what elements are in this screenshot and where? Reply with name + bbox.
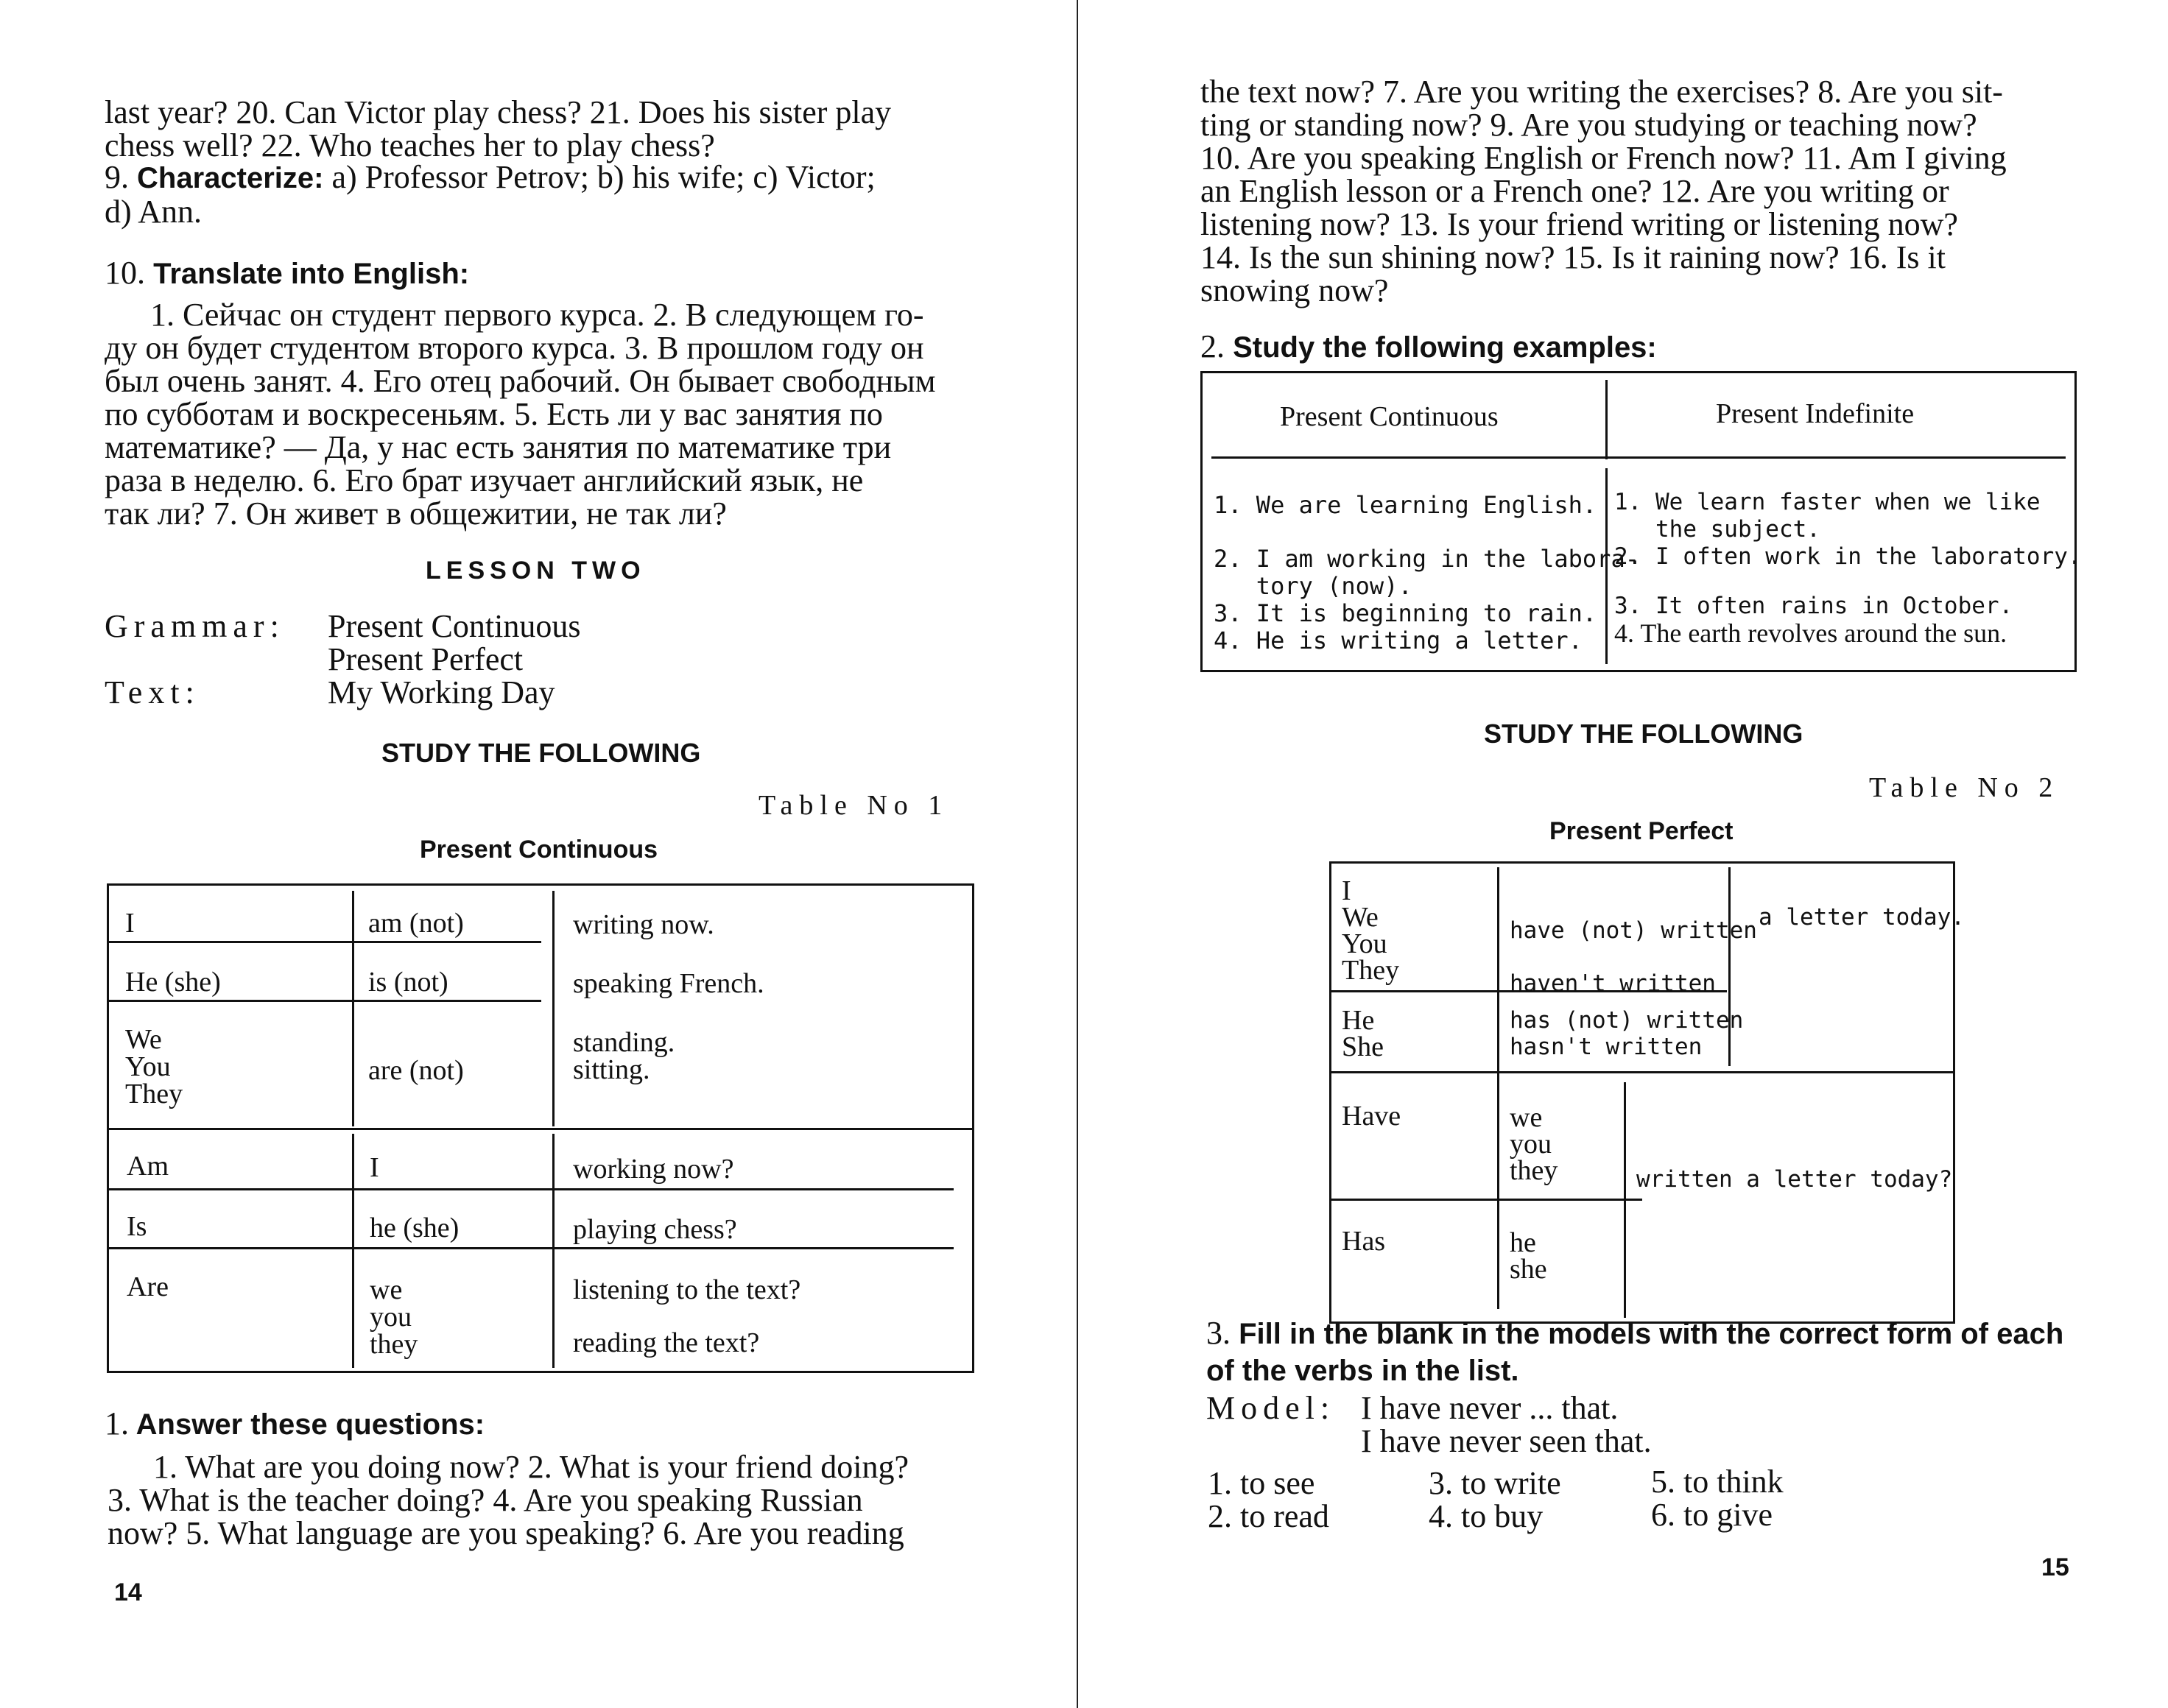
cell-line: 4. He is writing a letter. (1214, 627, 1583, 654)
table-number: Table No 1 (759, 790, 949, 821)
exercise-label: Answer these questions: (136, 1408, 485, 1441)
text-line: last year? 20. Can Victor play chess? 21. Does his sister play (105, 94, 892, 130)
page-number: 15 (2041, 1553, 2069, 1581)
cell-line: we (1510, 1102, 1543, 1133)
exercise-9 (105, 160, 974, 228)
cell-line: he (1510, 1227, 1536, 1258)
text-line: 1. Сейчас он студент первого курса. 2. В следующем го- (150, 297, 924, 333)
grammar-item: Present Continuous (328, 608, 581, 644)
exercise-2-heading (1200, 328, 1657, 365)
exercise-1-continued (1200, 75, 2077, 307)
table-cell: playing chess? (573, 1214, 737, 1245)
exercise-number: 9. (105, 159, 129, 195)
table-border (352, 1134, 354, 1368)
exercise-label: Characterize: (137, 162, 324, 194)
table-border (552, 891, 555, 1126)
model-label: Model: (1206, 1390, 1336, 1426)
exercise-10-text-cont (105, 331, 974, 530)
text-line: 14. Is the sun shining now? 15. Is it raining now? 16. Is it (1200, 239, 1946, 275)
table-cell: Are (127, 1271, 169, 1302)
lesson-title: LESSON TWO (426, 557, 646, 585)
cell-line: you (370, 1302, 412, 1333)
cell-line: They (125, 1079, 183, 1109)
text-line: listening now? 13. Is your friend writing or listening now? (1200, 206, 1958, 242)
table-border (1211, 456, 2066, 459)
cell-line: You (1342, 928, 1387, 959)
text-line: раза в неделю. 6. Его брат изучает английский язык, не (105, 462, 864, 498)
book-spine (1077, 0, 1078, 1708)
table-cell: writing now. (573, 909, 714, 940)
table-cell: He (she) (125, 967, 221, 998)
verb-item: 6. to give (1651, 1497, 1773, 1533)
table-cell: Am (127, 1151, 169, 1182)
table-cell (1510, 1227, 1547, 1285)
cell-line: she (1510, 1254, 1547, 1285)
exercise-1-text-cont (108, 1483, 974, 1550)
text-line: математике? — Да, у нас есть занятия по математике три (105, 429, 892, 465)
table-cell: Has (1342, 1226, 1386, 1257)
table-border (972, 883, 974, 1373)
intro-text (105, 96, 974, 162)
table-cell (370, 1274, 418, 1360)
table-cell: a letter today. (1759, 904, 1965, 931)
table-border (107, 1128, 974, 1130)
text-line: по субботам и воскресеньям. 5. Есть ли у вас занятия по (105, 396, 883, 432)
table-cell (125, 1026, 183, 1108)
grammar-item: Present Perfect (328, 641, 524, 677)
table-cell: I (125, 908, 135, 939)
model-line: I have never seen that. (1361, 1423, 1652, 1459)
cell-line: We (125, 1024, 162, 1055)
text-line: так ли? 7. Он живет в общежитии, не так ли? (105, 495, 727, 532)
cell-line: We (1342, 902, 1379, 933)
exercise-number: 3. (1206, 1315, 1231, 1351)
table-border (1200, 371, 1203, 672)
table-border (1329, 1071, 1955, 1073)
cell-line: 1. We are learning English. (1214, 491, 1597, 519)
verb-item: 1. to see (1208, 1465, 1315, 1501)
study-heading: STUDY THE FOLLOWING (381, 738, 701, 768)
table-cell (1342, 875, 1400, 986)
table-border (1497, 867, 1499, 1309)
table-number: Table No 2 (1869, 772, 2060, 803)
text-line: 1. What are you doing now? 2. What is your friend doing? (153, 1449, 909, 1485)
cell-line: 4. The earth revolves around the sun. (1614, 618, 2007, 648)
table-title: Present Perfect (1549, 817, 1734, 845)
text-label: Text: (105, 674, 200, 710)
table-border (1200, 371, 2077, 373)
exercise-label: Fill in the blank in the models with the correct form of each (1239, 1318, 2064, 1350)
table-cell: Is (127, 1211, 147, 1242)
cell-line: they (370, 1329, 418, 1360)
table-border (1329, 861, 1331, 1324)
cell-line: hasn't written (1510, 1034, 1703, 1060)
exercise-label: of the verbs in the list. (1206, 1355, 1519, 1387)
verb-item: 3. to write (1429, 1465, 1561, 1501)
table-cell (1510, 904, 1757, 1010)
table-cell: he (she) (370, 1213, 460, 1243)
exercise-1-heading (105, 1405, 485, 1442)
cell-line: 2. I am working in the labora- (1214, 545, 1639, 573)
table-cell (1510, 1104, 1558, 1184)
table-border (352, 891, 354, 1126)
left-page (0, 0, 1075, 1708)
table-cell: are (not) (368, 1055, 464, 1086)
table-border (107, 941, 541, 943)
table-border (1329, 861, 1955, 864)
table-cell (1214, 492, 1639, 654)
text-line: an English lesson or a French one? 12. Are you writing or (1200, 173, 1949, 209)
table-border (107, 1247, 954, 1249)
verb-item: 2. to read (1208, 1498, 1329, 1534)
model-line: I have never ... that. (1361, 1390, 1619, 1426)
cell-line: 2. I often work in the laboratory. (1614, 543, 2082, 570)
cell-line: He (1342, 1005, 1375, 1036)
verb-item: 4. to buy (1429, 1498, 1544, 1534)
text-line: d) Ann. (105, 194, 202, 230)
cell-line: they (1510, 1155, 1558, 1186)
cell-line: They (1342, 955, 1400, 986)
table-border (107, 1371, 974, 1373)
text-line: ting or standing now? 9. Are you studying or teaching now? (1200, 107, 1977, 143)
table-border (552, 1134, 555, 1368)
verb-item: 5. to think (1651, 1464, 1784, 1500)
text-line: now? 5. What language are you speaking? 6. Are you reading (108, 1515, 904, 1551)
cell-line: has (not) written (1510, 1007, 1744, 1034)
text-line: был очень занят. 4. Его отец рабочий. Он бывает свободным (105, 363, 936, 399)
cell-line: you (1510, 1129, 1552, 1160)
table-border (107, 883, 974, 886)
cell-line: 3. It is beginning to rain. (1214, 599, 1597, 627)
exercise-10-heading (105, 254, 469, 292)
text-line: the text now? 7. Are you writing the exercises? 8. Are you sit- (1200, 74, 2003, 110)
verb-list (1208, 1464, 2018, 1540)
table-border (1200, 670, 2077, 672)
table-border (1329, 1199, 1642, 1201)
cell-line: 3. It often rains in October. (1614, 593, 2013, 619)
text-line: ду он будет студентом второго курса. 3. В прошлом году он (105, 330, 924, 366)
table-cell: listening to the text? (573, 1274, 801, 1305)
text-line: 10. Are you speaking English or French now? 11. Am I giving (1200, 140, 2007, 176)
table-cell: Have (1342, 1101, 1401, 1132)
table-cell (573, 1029, 675, 1084)
table-cell: is (not) (368, 967, 448, 998)
table-cell (1342, 1007, 1384, 1060)
page-number: 14 (114, 1578, 142, 1606)
table-cell: speaking French. (573, 968, 764, 999)
table-cell: I (370, 1152, 379, 1183)
table-cell: working now? (573, 1154, 734, 1185)
exercise-label: Study the following examples: (1233, 331, 1657, 364)
cell-line: tory (now). (1214, 572, 1412, 600)
cell-line: we (370, 1274, 403, 1305)
cell-line: You (125, 1051, 171, 1082)
cell-line: standing. (573, 1027, 675, 1058)
table-cell: am (not) (368, 908, 464, 939)
table-border (107, 883, 109, 1373)
right-page (1083, 0, 2168, 1708)
exercise-label: Translate into English: (153, 258, 470, 290)
cell-line: 1. We learn faster when we like (1614, 489, 2041, 515)
exercise-3-heading (1206, 1315, 2090, 1389)
text-line: chess well? 22. Who teaches her to play chess? (105, 127, 715, 163)
exercise-number: 10. (105, 255, 145, 291)
text-line: snowing now? (1200, 272, 1389, 308)
table-cell (1510, 1007, 1743, 1060)
cell-line: She (1342, 1031, 1384, 1062)
table-cell: written a letter today? (1636, 1166, 1953, 1193)
column-header: Present Continuous (1280, 401, 1499, 432)
table-cell: reading the text? (573, 1327, 760, 1358)
table-border (107, 1000, 541, 1002)
column-header: Present Indefinite (1716, 398, 1915, 429)
text-title: My Working Day (328, 674, 555, 710)
cell-line: I (1342, 875, 1351, 906)
exercise-number: 1. (105, 1405, 129, 1441)
grammar-label: Grammar: (105, 608, 285, 644)
cell-line: haven't written (1510, 970, 1716, 997)
exercise-1-text (108, 1450, 974, 1483)
text-line: 3. What is the teacher doing? 4. Are you speaking Russian (108, 1482, 863, 1518)
table-title: Present Continuous (420, 836, 658, 864)
table-cell (1614, 489, 2082, 647)
table-border (107, 1188, 954, 1190)
table-border (1624, 1082, 1626, 1318)
text-line: a) Professor Petrov; b) his wife; c) Victor; (323, 159, 876, 195)
study-heading: STUDY THE FOLLOWING (1484, 719, 1803, 749)
cell-line: have (not) written (1510, 917, 1757, 944)
exercise-number: 2. (1200, 328, 1225, 364)
cell-line: sitting. (573, 1054, 650, 1085)
table-border (1605, 380, 1608, 459)
exercise-10-text (105, 298, 974, 331)
cell-line: the subject. (1614, 516, 1820, 543)
